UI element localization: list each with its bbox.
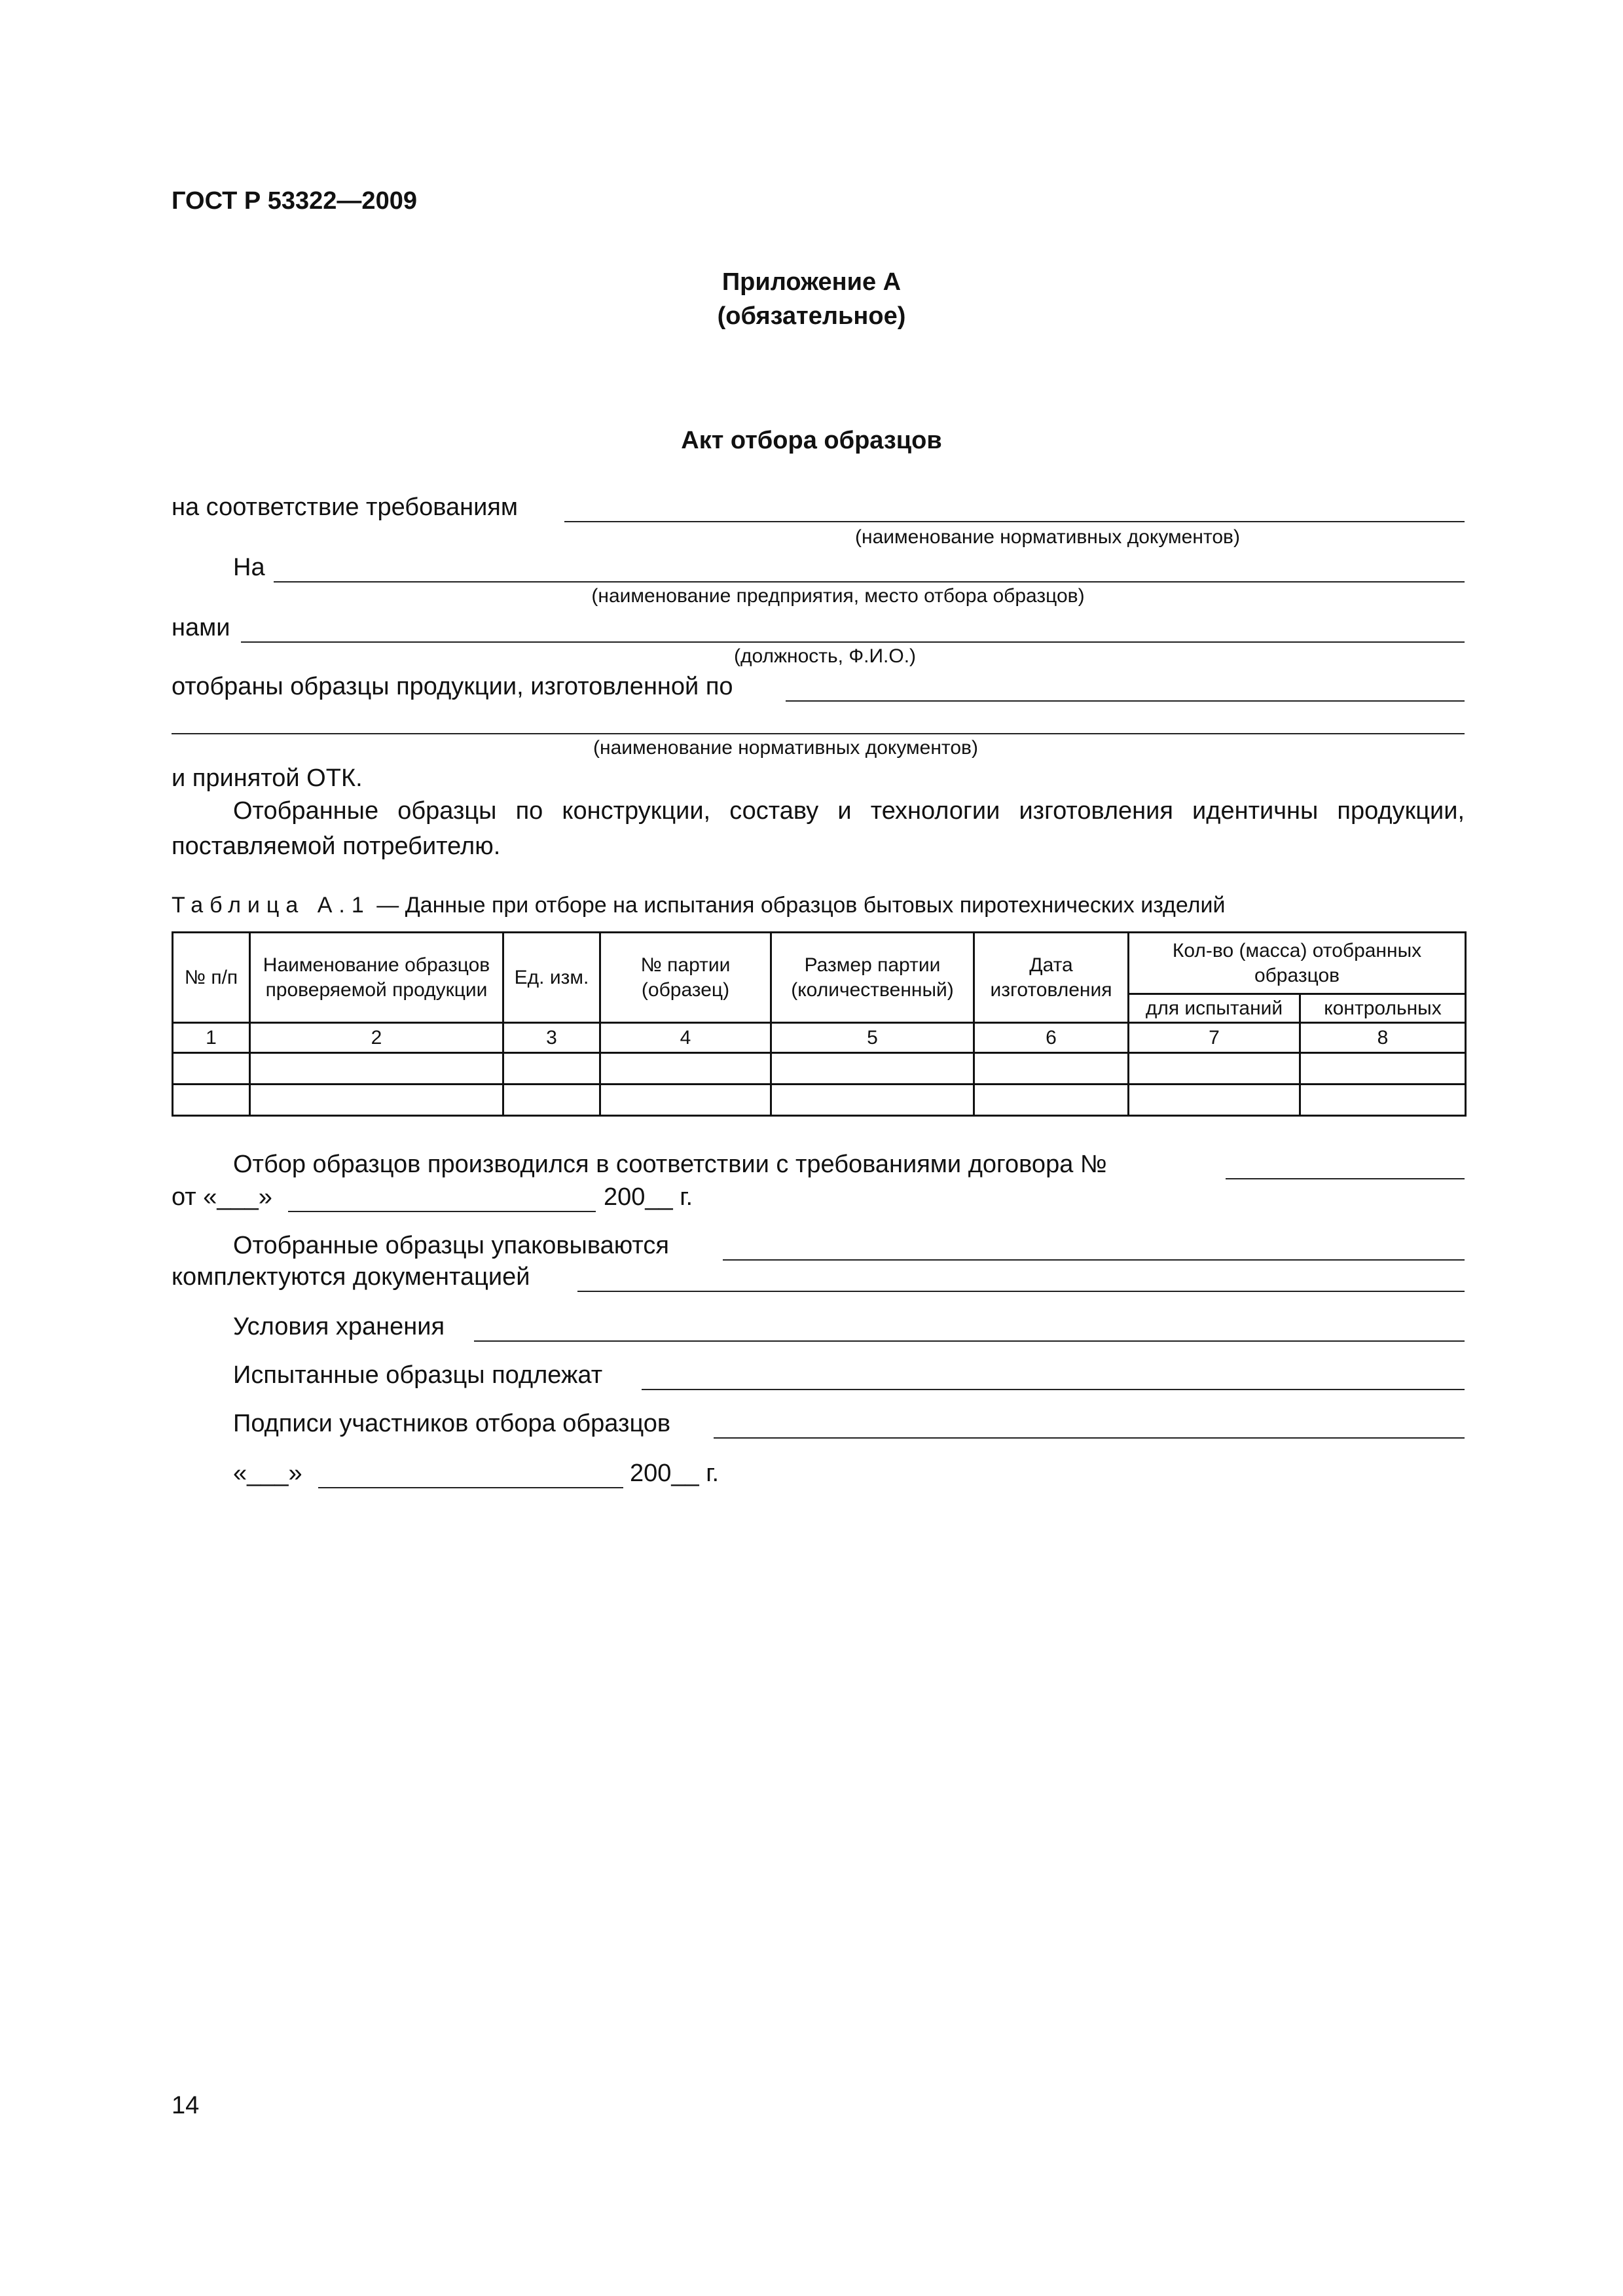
table-cell[interactable] [1300,1085,1466,1116]
table-index-row [173,1023,1466,1053]
table-cell[interactable] [1129,1085,1300,1116]
table-caption-text: — Данные при отборе на испытания образцов бытовых пиротехнических изделий [376,893,1226,918]
otk-line: и принятой ОТК. [172,764,363,792]
table-cell[interactable] [600,1085,771,1116]
act-title: Акт отбора образцов [681,427,942,454]
table-cell[interactable] [974,1053,1129,1085]
header-qty: Кол-во (масса) отобранных образцов [1129,933,1466,994]
compliance-field[interactable] [564,521,1465,522]
table-cell[interactable] [173,1085,250,1116]
index-cell: 5 [771,1023,974,1053]
contract-year: 200__ г. [604,1183,693,1211]
tested-field[interactable] [642,1389,1465,1390]
document-code: ГОСТ Р 53322—2009 [172,187,417,215]
table-row [173,1085,1466,1116]
table-caption-prefix: Таблица А.1 [172,893,371,918]
samples-hint: (наименование нормативных документов) [593,737,978,759]
index-cell: 4 [600,1023,771,1053]
at-hint: (наименование предприятия, место отбора образцов) [591,585,1085,607]
table-cell[interactable] [600,1053,771,1085]
packed-field[interactable] [723,1259,1465,1261]
table-cell[interactable] [1129,1053,1300,1085]
table-cell[interactable] [503,1085,600,1116]
index-cell: 1 [173,1023,250,1053]
by-hint: (должность, Ф.И.О.) [733,645,917,667]
packed-label: Отобранные образцы упаковываются [233,1232,669,1259]
header-qty-test: для испытаний [1129,994,1300,1023]
contract-number-field[interactable] [1226,1178,1465,1179]
signatures-label: Подписи участников отбора образцов [233,1410,671,1437]
at-field[interactable] [274,581,1465,583]
samples-field[interactable] [786,700,1465,702]
table-cell[interactable] [1300,1053,1466,1085]
header-batch: № партии (образец) [600,933,771,1023]
header-batch-size: Размер партии (количественный) [771,933,974,1023]
sign-month-field[interactable] [318,1487,623,1488]
table-cell[interactable] [771,1053,974,1085]
by-field[interactable] [241,641,1465,643]
header-qty-control: контрольных [1300,994,1466,1023]
index-cell: 6 [974,1023,1129,1053]
at-label: На [233,554,265,581]
table-cell[interactable] [771,1085,974,1116]
samples-table [172,931,1467,1117]
compliance-hint: (наименование нормативных документов) [855,526,1240,548]
docs-label: комплектуются документацией [172,1263,530,1291]
table-cell[interactable] [503,1053,600,1085]
appendix-title: Приложение А [721,268,902,296]
storage-field[interactable] [474,1340,1465,1342]
storage-label: Условия хранения [233,1313,445,1340]
contract-text: Отбор образцов производился в соответствии с требованиями договора № [233,1151,1107,1178]
header-unit: Ед. изм. [503,933,600,1023]
identity-paragraph: Отобранные образцы по конструкции, составу и технологии изготовления идентичны продукции, поставляемой потребителю. [172,797,1465,860]
index-cell: 8 [1300,1023,1466,1053]
index-cell: 7 [1129,1023,1300,1053]
header-num: № п/п [173,933,250,1023]
compliance-label: на соответствие требованиям [172,493,519,521]
table-cell[interactable] [173,1053,250,1085]
page-number: 14 [172,2092,200,2119]
sign-year: 200__ г. [630,1460,720,1487]
header-date: Дата изготовления [974,933,1129,1023]
samples-label: отобраны образцы продукции, изготовленной по [172,673,733,700]
table-row [173,1053,1466,1085]
signatures-field[interactable] [714,1437,1465,1439]
samples-field-continuation[interactable] [172,733,1465,734]
table-cell[interactable] [250,1053,503,1085]
index-cell: 2 [250,1023,503,1053]
by-label: нами [172,614,230,641]
index-cell: 3 [503,1023,600,1053]
table-cell[interactable] [250,1085,503,1116]
sign-date-quote: «___» [233,1460,302,1487]
tested-label: Испытанные образцы подлежат [233,1361,603,1389]
table-caption [172,893,1226,918]
appendix-status: (обязательное) [717,302,906,330]
contract-month-field[interactable] [288,1211,596,1212]
header-name: Наименование образцов проверяемой продукции [250,933,503,1023]
docs-field[interactable] [577,1291,1465,1292]
table-cell[interactable] [974,1085,1129,1116]
contract-date-quote: от «___» [172,1183,272,1211]
